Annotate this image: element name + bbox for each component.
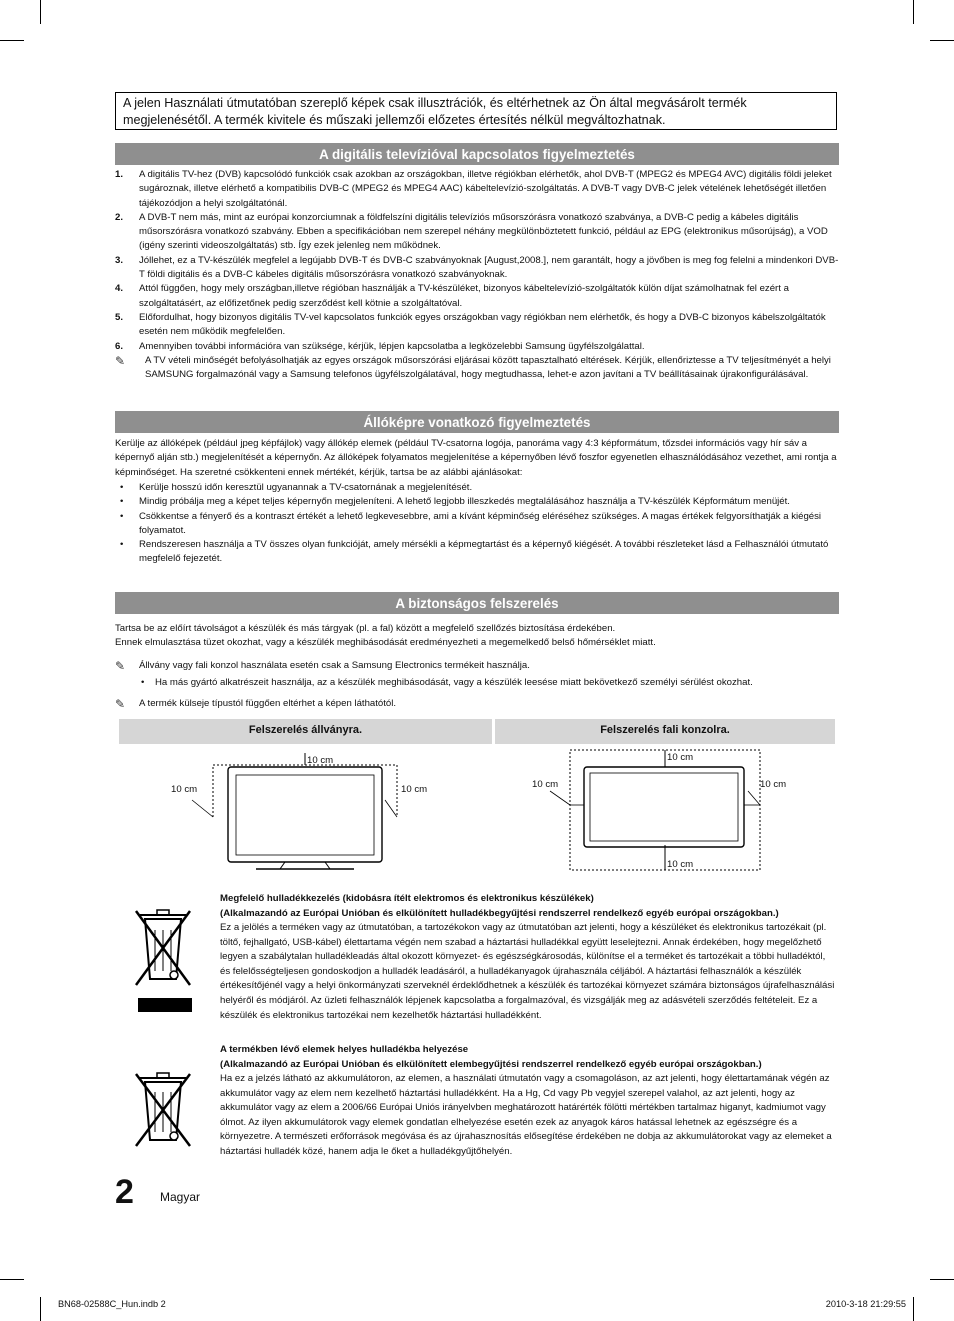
footer-timestamp: 2010-3-18 21:29:55 [825,1299,906,1309]
stand-install-heading: Felszerelés állványra. [119,719,492,744]
weee-body: Ez a jelölés a terméken vagy az útmutatóban, a tartozékokon vagy az útmutatóban azt jelenti, hogy a készüléket és elektronikus tartozékait (pl. töltő, fejhallgató, USB-kábel) élettartama végén nem szabad a háztartási hulladékkal együtt leselejtezni. Annak érdekében, hogy megelőzhető legyen a szabálytalan hulladékleadás által okozott környezet- és egészségkárosodás, különítse el a terméket és tartozékait a többi hulladéktól, és felelősségteljesen gondoskodjon a hulladék leadásáról, a hulladékanyagok újrahasznála céljából. A háztartási felhasználók a készülék értékesítőjénél vagy a helyi önkormányzati szerveknél érdeklődhetnek a készülék és tartozékai környezet számára biztonságos újrafelhasználási helyéről és módjáról. Az üzleti felhasználók lépjenek kapcsolatba a forgalmazóval, és vizsgálják meg az adásvételi szerződés feltételeit. Ez a készülék és elektronikus tartozékai nem kezelhetők háztartási hulladékként. [220,922,835,1021]
wall-install-heading: Felszerelés fali konzolra. [495,719,835,744]
crossed-bin-icon [130,905,196,1015]
install-note-1: ✎ Állvány vagy fali konzol használata esetén csak a Samsung Electronics termékeit használja. [115,659,530,673]
pencil-note-icon: ✎ [115,697,126,711]
list-item: • Mindig próbálja meg a képet teljes képernyőn megjeleníteni. A lehető legjobb illeszkedés megtalálásához használja a TV-készülék Képformátum menüjét. [120,496,790,508]
crossed-bin-battery-icon [130,1068,196,1148]
install-text: Tartsa be az előírt távolságot a készülék és más tárgyak (pl. a fal) között a megfelelő szellőzés biztosítása érdekében. Ennek elmulasztása tüzet okozhat, vagy a készülék meghibásodását eredményezheti a megemelkedő belső hőmérséklet miatt. [115,623,656,649]
dimension-bottom: 10 cm [667,859,694,870]
install-note-2: ✎ A termék külseje típustól függően eltérhet a képen láthatótól. [115,697,397,711]
crop-mark [0,40,24,41]
still-bullets [115,481,839,567]
list-item: 5. Előfordulhat, hogy bizonyos digitális TV-vel kapcsolatos funkciók egyes országokban vagy régiókban nem elérhetők, és hogy a DVB-C bizonyos kábelszolgáltatók esetén nem működik megfelelően. [115,311,826,338]
pencil-note-icon: ✎ [115,659,126,673]
crop-mark [913,1297,914,1321]
section-heading-dvb: A digitális televízióval kapcsolatos figyelmeztetés [115,143,839,165]
list-item: • Csökkentse a fényerő és a kontraszt értékét a lehető legkevesebbre, ami a kívánt képminőség eléréséhez szükséges. A magas értékek felgyorsíthatják a kiégési folyamatot. [120,510,822,536]
battery-title: A termékben lévő elemek helyes hulladékba helyezése (Alkalmazandó az Európai Unióban és elkülönített elembegyűjtési rendszerrel rendelkező egyéb európai országokban.) [220,1044,762,1070]
footer-file: BN68-02588C_Hun.indb 2 [58,1299,166,1309]
list-item: 1. A digitális TV-hez (DVB) kapcsolódó funkciók csak azokban az országokban, illetve régiókban elérhetők, ahol DVB-T (MPEG2 és MPEG4 AVC) digitális földi jeleket sugároznak, illetve elérhető a kompatibilis DVB-C (MPEG2 és MPEG4 AAC) kábeltelevízió-szolgáltatás. A DVB-T vagy DVB-C jelek vételének lehetőségét illetően tájékozódjon a helyi szolgáltatónál. [115,169,832,209]
dvb-list [115,168,839,382]
dimension-top: 10 cm [307,755,334,766]
pencil-note-icon: ✎ [115,353,126,368]
dimension-right: 10 cm [760,779,787,790]
list-item: 2. A DVB-T nem más, mint az európai konzorciumnak a földfelszíni digitális televíziós műsorszórásra vonatkozó szabványa, a DVB-C pedig a kábeles digitális műsorszórásra vonatkozó szabvány. Ebben a specifikációban nem szerepel néhány megkülönböztetett funkció, például az EPG (elektronikus műsorújság), a VOD (igény szerinti videoszolgáltatás) stb. Így ezek jelenleg nem működnek. [115,211,828,252]
page-language: Magyar [160,1190,201,1204]
list-item: 3. Jóllehet, ez a TV-készülék megfelel a legújabb DVB-T és DVB-C szabványoknak [August,2008.], nem garantált, hogy a jövőben is meg fog felelni a mindenkori DVB-T földi digitális és a DVB-C kábeles digitális műsorszórásra vonatkozó szabványoknak. [115,254,839,281]
dimension-top: 10 cm [667,752,694,763]
dimension-left: 10 cm [171,784,198,795]
list-item: 6. Amennyiben további információra van szüksége, kérjük, lépjen kapcsolatba a legközelebbi Samsung ügyfélszolgálattal. [115,340,645,352]
notice-box: A jelen Használati útmutatóban szereplő képek csak illusztrációk, és eltérhetnek az Ön által megvásárolt termék megjelenésétől. A termék kivitele és műszaki jellemzői előzetes értesítés nélkül megváltozhatnak. [115,92,837,130]
crop-mark [40,1297,41,1321]
page-number: 2 [115,1173,134,1211]
crop-mark [930,40,954,41]
crop-mark [40,0,41,24]
crop-mark [913,0,914,24]
install-note-1-bullet: • Ha más gyártó alkatrészeit használja, az a készülék meghibásodását, vagy a készülék leesése miatt bekövetkező személyi sérülést okozhat. [141,677,753,688]
weee-title: Megfelelő hulladékkezelés (kidobásra ítélt elektromos és elektronikus készülékek) (Alkalmazandó az Európai Unióban és elkülönített hulladékbegyűjtési rendszerrel rendelkező egyéb európai országokban.) [220,893,779,919]
dimension-left: 10 cm [532,779,559,790]
dimension-right: 10 cm [401,784,428,795]
dvb-note: ✎ A TV vételi minőségét befolyásolhatják az egyes országok műsorszórási eljárásai között tapasztalható eltérések. Kérjük, ellenőriztesse a TV teljesítményét a helyi SAMSUNG forgalmazónál vagy a Samsung telefonos ügyfélszolgálatával, hogy megtudhassa, lehet-e azon javítani a TV beállításainak újrakonfigurálásával. [115,353,831,381]
list-item: • Kerülje hosszú időn keresztül ugyanannak a TV-csatornának a megjelenítését. [120,482,473,493]
wall-diagram [520,745,820,875]
still-intro: Kerülje az állóképek (például jpeg képfájlok) vagy állókép elemek (például TV-csatorna logója, panoráma vagy 4:3 képformátum, tőzsdei információs vagy hír sáv a képernyő alján stb.) megjelenítését a képernyőn. Az állóképek folyamatos megjelenítése a képernyőben lévő foszfor egyenetlen elhasználódásához vezethet, ami rontja a képminőséget. Ha szeretné csökkenteni ennek mértékét, kérjük, tartsa be az alábbi ajánlásokat: [115,438,837,478]
list-item: • Rendszeresen használja a TV összes olyan funkcióját, amely mérsékli a képmegtartást és a képernyő kiégését. A további részleteket lásd a Felhasználói útmutató megfelelő fejezetét. [120,539,829,565]
section-heading-install: A biztonságos felszerelés [115,592,839,614]
section-heading-still-image: Állóképre vonatkozó figyelmeztetés [115,411,839,433]
crop-mark [930,1279,954,1280]
crop-mark [0,1279,24,1280]
list-item: 4. Attól függően, hogy mely országban,illetve régióban használják a TV-készüléket, bizonyos kábeltelevízió-szolgáltatók külön díjat számolhatnak fel ezért a szolgáltatásért, az előfizetőnek pedig szerződést kell kötnie a szolgáltatóval. [115,283,789,309]
battery-body: Ha ez a jelzés látható az akkumulátoron, az elemen, a használati útmutatón vagy a csomagoláson, az azt jelenti, hogy élettartamának végén az akkumulátor vagy az elem nem kezelhető háztartási hulladékként. Ha a Hg, Cd vagy Pb vegyjel szerepel valahol, az azt jelenti, hogy az akkumulátor vagy az elem a 2006/66 Európai Uniós irányelvben meghatározott határérték fölötti mértékben tartalmaz higanyt, kadmiumot vagy ólmot. Az ilyen akkumulátorok vagy elemek gondatlan elhelyezése esetén ezek az anyagok káros hatással lehetnek az egészségre és a környezetre. A természeti erőforrások megóvása és az újrahasznosítás elősegítése érdekében ne dobja az akkumulátorokat vagy az elemeket a háztartási hulladék közé, hanem adja le őket a hulladékgyűjtőhelyén. [220,1073,832,1157]
